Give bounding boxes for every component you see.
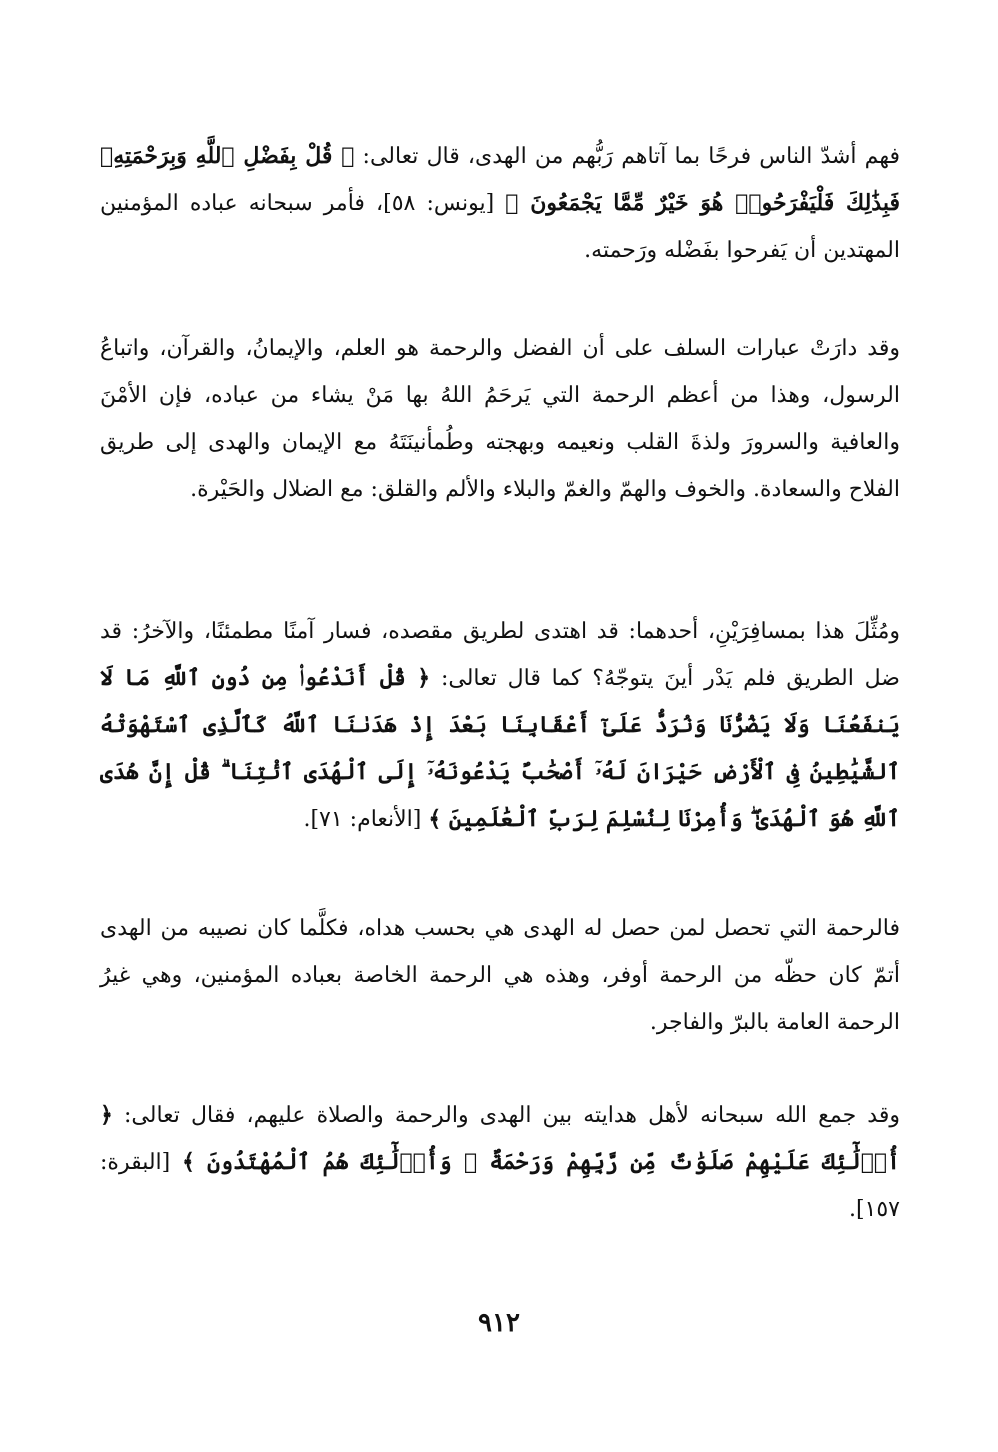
paragraph-two-travelers [100,608,900,843]
quran-verse-yunus: ﴿ قُلْ بِفَضْلِ ٱللَّهِ وَبِرَحْمَتِهِۦ فَبِذَٰلِكَ فَلْيَفْرَحُوا۟ هُوَ خَيْرٌ مِّمَّا يَجْمَعُونَ ﴾ [100,143,900,216]
quran-verse-anam: ﴿ قُلْ أَنَدْعُوا۟ مِن دُونِ ٱللَّهِ مَا لَا يَنفَعُنَا وَلَا يَضُرُّنَا وَنُرَدُّ عَلَىٰٓ أَعْقَابِنَا بَعْدَ إِذْ هَدَىٰنَا ٱللَّهُ كَٱلَّذِى ٱسْتَهْوَتْهُ ٱلشَّيَٰطِينُ فِى ٱلْأَرْضِ حَيْرَانَ لَهُۥٓ أَصْحَٰبٌ يَدْعُونَهُۥٓ إِلَى ٱلْهُدَى ٱئْتِنَا ۗ قُلْ إِنَّ هُدَى ٱللَّهِ هُوَ ٱلْهُدَىٰ ۖ وَأُمِرْنَا لِنُسْلِمَ لِرَبِّ ٱلْعَٰلَمِينَ ﴾ [100,665,900,832]
paragraph-guidance-mercy-prayer [100,1092,900,1233]
paragraph-text [100,133,900,274]
page-number: ٩١٢ [478,1308,520,1338]
paragraph-tail-text: [البقرة: ١٥٧]. [100,1150,900,1222]
paragraph-tail-text: [الأنعام: ٧١]. [303,807,429,832]
paragraph-joy-in-guidance [100,133,900,274]
paragraph-text: فالرحمة التي تحصل لمن حصل له الهدى هي بحسب هداه، فكلَّما كان نصيبه من الهدى أتمّ كان حظّه من الرحمة أوفر، وهذه هي الرحمة الخاصة بعباده المؤمنين، وهي غيرُ الرحمة العامة بالبرّ والفاجر. [100,916,900,1035]
paragraph-text: وقد دارَتْ عبارات السلف على أن الفضل والرحمة هو العلم، والإيمانُ، والقرآن، واتباعُ الرسول، وهذا من أعظم الرحمة التي يَرحَمُ اللهُ بها مَنْ يشاء من عباده، فإن الأمْنَ والعافية والسرورَ ولذةَ القلب ونعيمه وبهجته وطُمأنينَتَهُ مع الإيمان والهدى إلى طريق الفلاح والسعادة. والخوف والهمّ والغمّ والبلاء والألم والقلق: مع الضلال والحَيْرة. [100,336,900,502]
quran-verse-baqarah: ﴿ أُو۟لَٰٓئِكَ عَلَيْهِمْ صَلَوَٰتٌ مِّن رَّبِّهِمْ وَرَحْمَةٌ ۖ وَأُو۟لَٰٓئِكَ هُمُ ٱلْمُهْتَدُونَ ﴾ [100,1102,900,1175]
paragraph-salaf-statements [100,325,900,513]
paragraph-text [100,608,900,843]
paragraph-text [100,1092,900,1233]
paragraph-lead-text: وقد جمع الله سبحانه لأهل هدايته بين الهدى والرحمة والصلاة عليهم، فقال تعالى: [112,1103,900,1128]
paragraph-lead-text: ومُثِّلَ هذا بمسافِرَيْنِ، أحدهما: قد اهتدى لطريق مقصده، فسار آمنًا مطمئنًا، والآخرُ: قد ضل الطريق فلم يَدْر أينَ يتوجّهُ؟ كما قال تعالى: [100,619,900,691]
paragraph-special-mercy [100,905,900,1046]
paragraph-tail-text: [يونس: ٥٨]، فأمر سبحانه عباده المؤمنين المهتدين أن يَفرحوا بفَضْله ورَحمته. [100,191,900,263]
paragraph-lead-text: فهم أشدّ الناس فرحًا بما آتاهم رَبُّهم من الهدى، قال تعالى: [354,144,900,169]
